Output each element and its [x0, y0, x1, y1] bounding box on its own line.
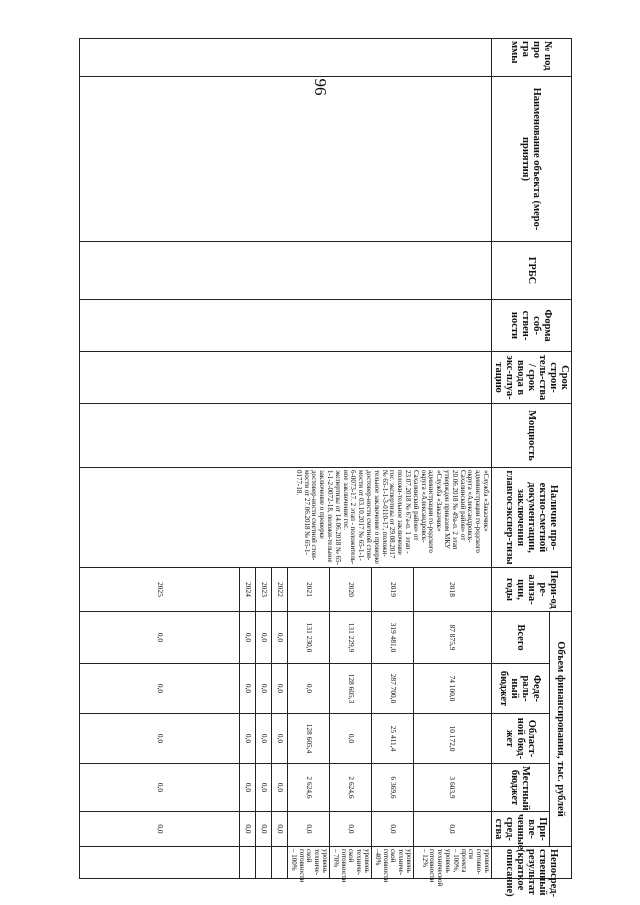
cell-local: 6 369,6 — [372, 764, 414, 812]
cell-year: 2018 — [414, 568, 492, 612]
cell-result: уровень техниче-ской готовности – 70% — [330, 847, 372, 879]
table-row — [414, 39, 492, 879]
cell-local: 0,0 — [256, 764, 272, 812]
cell-regional: 0,0 — [240, 714, 256, 764]
cell-total: 0,0 — [272, 612, 288, 664]
cell-ownership — [80, 300, 492, 352]
cell-name — [80, 77, 492, 242]
cell-term — [80, 352, 492, 404]
header-power: Мощность — [492, 404, 572, 468]
cell-total: 0,0 — [256, 612, 272, 664]
cell-total: 87 875,9 — [414, 612, 492, 664]
header-row-1 — [550, 39, 572, 879]
header-financing: Объем финансирования, тыс. рублей — [550, 612, 572, 847]
cell-federal: 74 100,0 — [414, 664, 492, 714]
cell-federal: 0,0 — [272, 664, 288, 714]
header-name: Наименование объекта (меро-приятия) — [492, 77, 572, 242]
cell-local: 2 624,6 — [330, 764, 372, 812]
cell-federal: 0,0 — [240, 664, 256, 714]
cell-power — [80, 404, 492, 468]
cell-result — [272, 847, 288, 879]
cell-num — [80, 39, 492, 77]
cell-regional: 0,0 — [80, 714, 240, 764]
rotated-table-container — [88, 38, 572, 897]
cell-federal: 0,0 — [80, 664, 240, 714]
header-term: Срок строи-тель-ства / срок ввода в экс-плуа-тацию — [492, 352, 572, 404]
cell-other: 0,0 — [80, 812, 240, 847]
cell-other: 0,0 — [272, 812, 288, 847]
cell-other: 0,0 — [414, 812, 492, 847]
page-number: 96 — [311, 78, 330, 96]
cell-other: 0,0 — [240, 812, 256, 847]
header-regional: Област-ной бюд-жет — [492, 714, 550, 764]
cell-grbs — [80, 242, 492, 300]
cell-local: 0,0 — [80, 764, 240, 812]
cell-federal: 287 700,0 — [372, 664, 414, 714]
cell-year: 2021 — [288, 568, 330, 612]
header-total: Всего — [492, 612, 550, 664]
cell-result — [240, 847, 256, 879]
header-other: При-вле-ченные сред-ства — [492, 812, 550, 847]
cell-other: 0,0 — [256, 812, 272, 847]
cell-total: 0,0 — [240, 612, 256, 664]
document-sheet — [88, 38, 572, 897]
cell-year: 2019 — [372, 568, 414, 612]
cell-local: 0,0 — [240, 764, 256, 812]
cell-year: 2024 — [240, 568, 256, 612]
cell-regional: 0,0 — [330, 714, 372, 764]
cell-regional: 0,0 — [272, 714, 288, 764]
header-num: № под про гра ммы — [492, 39, 572, 77]
cell-total: 0,0 — [80, 612, 240, 664]
cell-docs: «Служба «Заказчик» администрации го-родского округа «Александровск-Сахалинский район» от 20.06.2018 № 49а-п. 2 этап утвержден приказом МКУ «Служба «Заказчик» администрации го-родского округа «Александровск-Сахалинский район» от 23.07.2018 № 67а-п. 1 этап - положи-тельное заключение гос. экспертизы от 29.08.2017 № 65-1-1-3-0110-17, положи-тельное заключение о проверке достовер-ности сметной стои-мости от 03.10.2017 № 65-1-1-6-0073-17. 2 этап - положитель-ное заключение гос. экспертизы от 14.06.2018 № 65-1-1-2-0072-18, положи-тельное заключение о проверке достовер-ности сметной стои-мости от 27.06.2018 № 65-1-0177-18. — [80, 468, 492, 568]
cell-federal: 0,0 — [288, 664, 330, 714]
cell-result — [256, 847, 272, 879]
cell-regional: 0,0 — [256, 714, 272, 764]
cell-regional: 25 411,4 — [372, 714, 414, 764]
cell-regional: 10 172,0 — [414, 714, 492, 764]
cell-year: 2022 — [272, 568, 288, 612]
cell-result — [80, 847, 240, 879]
header-local: Местный бюджет — [492, 764, 550, 812]
cell-result: уровень готовно-сти проекта – 100%, уровень технической готовности – 12% — [414, 847, 492, 879]
cell-year: 2023 — [256, 568, 272, 612]
cell-other: 0,0 — [372, 812, 414, 847]
header-result: Непосред-ственный результат (краткое описание) — [492, 847, 572, 879]
cell-total: 131 229,9 — [330, 612, 372, 664]
cell-other: 0,0 — [330, 812, 372, 847]
program-objects-table — [79, 38, 572, 897]
cell-local: 0,0 — [272, 764, 288, 812]
header-federal: Феде-раль-ный бюджет — [492, 664, 550, 714]
cell-federal: 128 605,3 — [330, 664, 372, 714]
cell-total: 131 230,0 — [288, 612, 330, 664]
header-docs: Наличие про-ектно-сметной документации, заключения главгосэкспер-тизы — [492, 468, 572, 568]
header-grbs: ГРБС — [492, 242, 572, 300]
cell-regional: 128 605,4 — [288, 714, 330, 764]
cell-total: 319 481,0 — [372, 612, 414, 664]
cell-year: 2020 — [330, 568, 372, 612]
cell-year: 2025 — [80, 568, 240, 612]
cell-local: 3 603,9 — [414, 764, 492, 812]
cell-federal: 0,0 — [256, 664, 272, 714]
cell-result: уровень техниче-ской готовности –40% — [372, 847, 414, 879]
cell-local: 2 624,6 — [288, 764, 330, 812]
header-ownership: Форма соб-ствен-ности — [492, 300, 572, 352]
header-period: Пери-од ре-ализа-ции, годы — [492, 568, 572, 612]
cell-result: уровень техниче-ской готовности – 100% — [288, 847, 330, 879]
cell-other: 0,0 — [288, 812, 330, 847]
